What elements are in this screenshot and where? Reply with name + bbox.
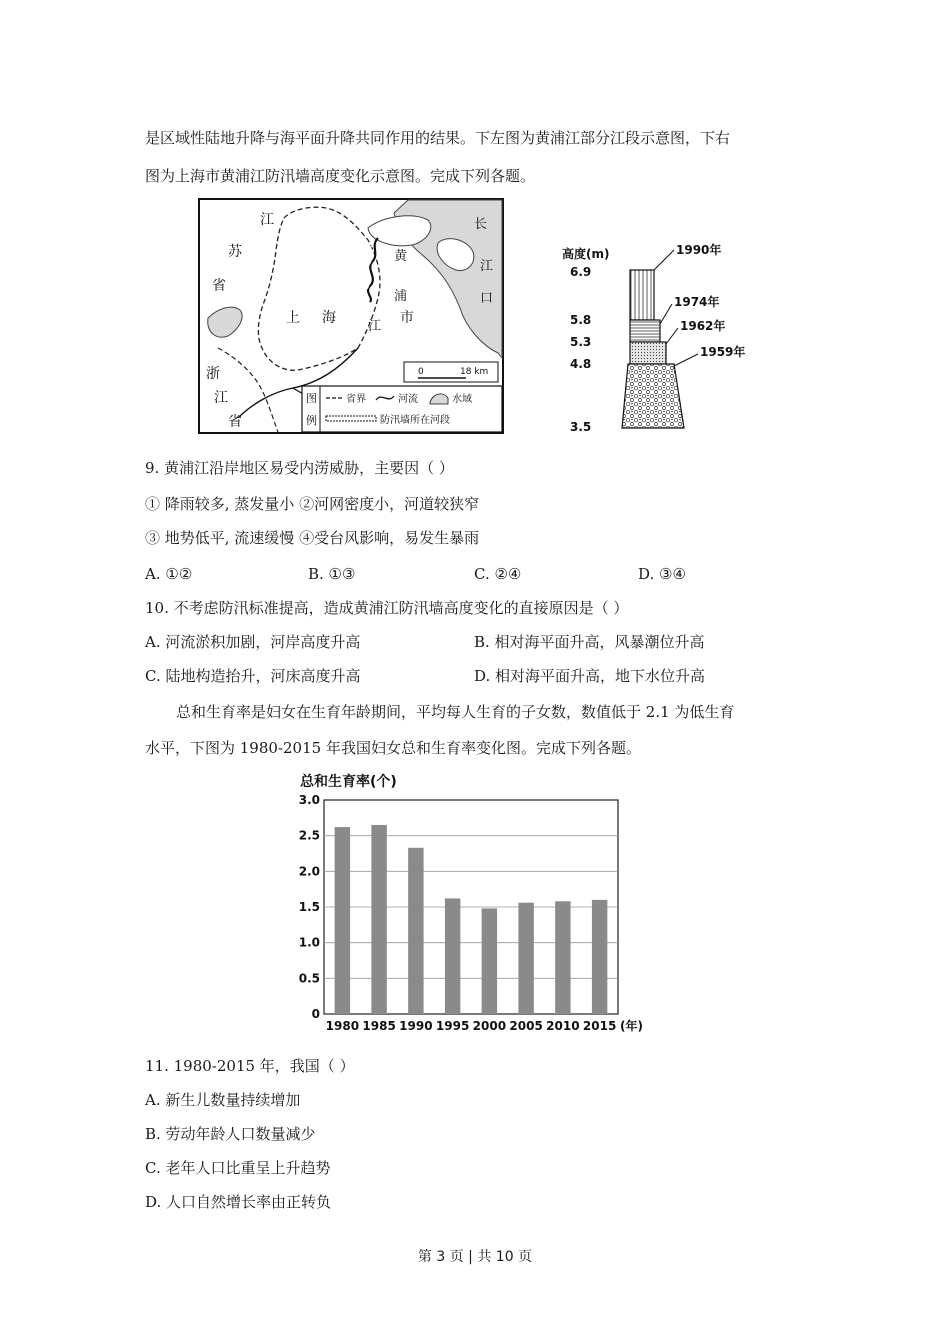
x-tick-1995: 1995 xyxy=(435,1019,470,1033)
huangpu-map xyxy=(198,198,504,434)
year-1959: 1959年 xyxy=(700,345,746,359)
map-label-shi: 市 xyxy=(400,310,414,326)
chart-ylabel: 总和生育率(个) xyxy=(300,774,397,790)
tick-3-5: 3.5 xyxy=(570,420,592,434)
map-legend xyxy=(302,386,502,432)
svg-text:水域: 水域 xyxy=(452,394,472,405)
map-label-jiang-river: 江 xyxy=(368,319,382,334)
intro2-line-2: 水平，下图为 1980-2015 年我国妇女总和生育率变化图。完成下列各题。 xyxy=(145,739,641,757)
map-label-kou: 口 xyxy=(480,291,494,306)
bar-1995 xyxy=(445,898,460,1014)
x-tick-2005: 2005 xyxy=(509,1019,543,1033)
map-label-jiang: 江 xyxy=(260,212,274,228)
q10-option-c: C. 陆地构造抬升，河床高度升高 xyxy=(145,667,361,685)
q10-option-d: D. 相对海平面升高，地下水位升高 xyxy=(474,667,706,685)
flood-wall-chart xyxy=(562,234,762,434)
x-tick-2000: 2000 xyxy=(472,1019,507,1033)
y-tick-label: 1.0 xyxy=(298,935,320,950)
y-tick-label: 1.5 xyxy=(298,900,320,914)
q11-option-d: D. 人口自然增长率由正转负 xyxy=(145,1193,332,1211)
q9-option-c: C. ②④ xyxy=(474,565,522,583)
x-tick-1990: 1990 xyxy=(399,1019,433,1033)
chart-xlabel: (年) xyxy=(620,1019,643,1033)
q11-stem: 11. 1980-2015 年，我国（ ） xyxy=(145,1057,355,1075)
x-tick-1985: 1985 xyxy=(362,1019,396,1033)
map-label-su: 苏 xyxy=(228,244,242,260)
map-label-jiang-yangtze: 江 xyxy=(480,259,494,274)
q10-option-b: B. 相对海平面升高，风暴潮位升高 xyxy=(474,633,705,651)
q9-stem: 9. 黄浦江沿岸地区易受内涝威胁，主要因（ ） xyxy=(145,459,454,477)
svg-text:0: 0 xyxy=(418,367,424,377)
bar-2000 xyxy=(482,908,497,1014)
tick-6-9: 6.9 xyxy=(570,265,592,279)
q11-option-b: B. 劳动年龄人口数量减少 xyxy=(145,1125,316,1143)
map-label-sheng: 省 xyxy=(212,278,226,294)
wall-axis-label: 高度(m) xyxy=(562,247,610,261)
svg-text:例: 例 xyxy=(306,414,317,427)
q9-option-a: A. ①② xyxy=(145,565,193,583)
x-tick-2010: 2010 xyxy=(546,1019,580,1033)
intro-line-1: 是区域性陆地升降与海平面升降共同作用的结果。下左图为黄浦江部分江段示意图，下右 xyxy=(145,129,731,147)
scale-bar xyxy=(404,362,498,382)
q11-option-c: C. 老年人口比重呈上升趋势 xyxy=(145,1159,331,1177)
bar-2010 xyxy=(555,901,570,1014)
q9-statements-12: ① 降雨较多, 蒸发量小 ②河网密度小，河道较狭窄 xyxy=(145,495,480,513)
q9-option-d: D. ③④ xyxy=(638,565,686,583)
q10-option-a: A. 河流淤积加剧，河岸高度升高 xyxy=(145,633,361,651)
map-label-sheng-zhe: 省 xyxy=(228,414,242,430)
map-label-chang: 长 xyxy=(474,217,488,232)
tick-5-3: 5.3 xyxy=(570,335,592,349)
map-label-zhe: 浙 xyxy=(206,366,220,382)
intro2-line-1: 总和生育率是妇女在生育年龄期间，平均每人生育的子女数，数值低于 2.1 为低生育 xyxy=(176,703,735,721)
bar-2005 xyxy=(518,903,533,1014)
year-1962: 1962年 xyxy=(680,319,726,333)
bar-2015 xyxy=(592,900,607,1014)
map-label-hai: 海 xyxy=(322,310,336,326)
map-label-pu: 浦 xyxy=(394,289,408,304)
q11-option-a: A. 新生儿数量持续增加 xyxy=(145,1091,301,1109)
x-tick-1980: 1980 xyxy=(325,1019,360,1033)
svg-text:河流: 河流 xyxy=(398,394,418,405)
y-tick-label: 0.5 xyxy=(298,971,320,986)
x-tick-2015: 2015 xyxy=(582,1019,617,1033)
map-label-shang: 上 xyxy=(286,310,300,326)
y-tick-label: 3.0 xyxy=(298,793,320,807)
intro-line-2: 图为上海市黄浦江防汛墙高度变化示意图。完成下列各题。 xyxy=(145,167,536,185)
bar-1985 xyxy=(371,825,386,1014)
tick-5-8: 5.8 xyxy=(570,313,592,327)
svg-text:省界: 省界 xyxy=(346,394,366,405)
q10-stem: 10. 不考虑防汛标准提高，造成黄浦江防汛墙高度变化的直接原因是（ ） xyxy=(145,599,629,617)
y-tick-label: 0 xyxy=(311,1007,320,1021)
year-1990: 1990年 xyxy=(676,243,722,257)
year-1974: 1974年 xyxy=(674,295,720,309)
map-label-huang: 黄 xyxy=(394,249,408,264)
fertility-bar-chart xyxy=(296,768,656,1040)
page-footer: 第 3 页 | 共 10 页 xyxy=(417,1249,533,1265)
bar-1980 xyxy=(335,827,350,1014)
map-label-jiang-zhe: 江 xyxy=(214,390,228,406)
y-tick-label: 2.0 xyxy=(298,864,320,879)
q9-option-b: B. ①③ xyxy=(308,565,356,583)
y-tick-label: 2.5 xyxy=(298,828,320,843)
tick-4-8: 4.8 xyxy=(570,357,592,371)
svg-text:防汛墙所在河段: 防汛墙所在河段 xyxy=(380,415,450,426)
svg-text:图: 图 xyxy=(306,392,317,405)
svg-text:18 km: 18 km xyxy=(460,367,489,377)
bar-1990 xyxy=(408,848,423,1014)
q9-statements-34: ③ 地势低平, 流速缓慢 ④受台风影响，易发生暴雨 xyxy=(145,529,480,547)
